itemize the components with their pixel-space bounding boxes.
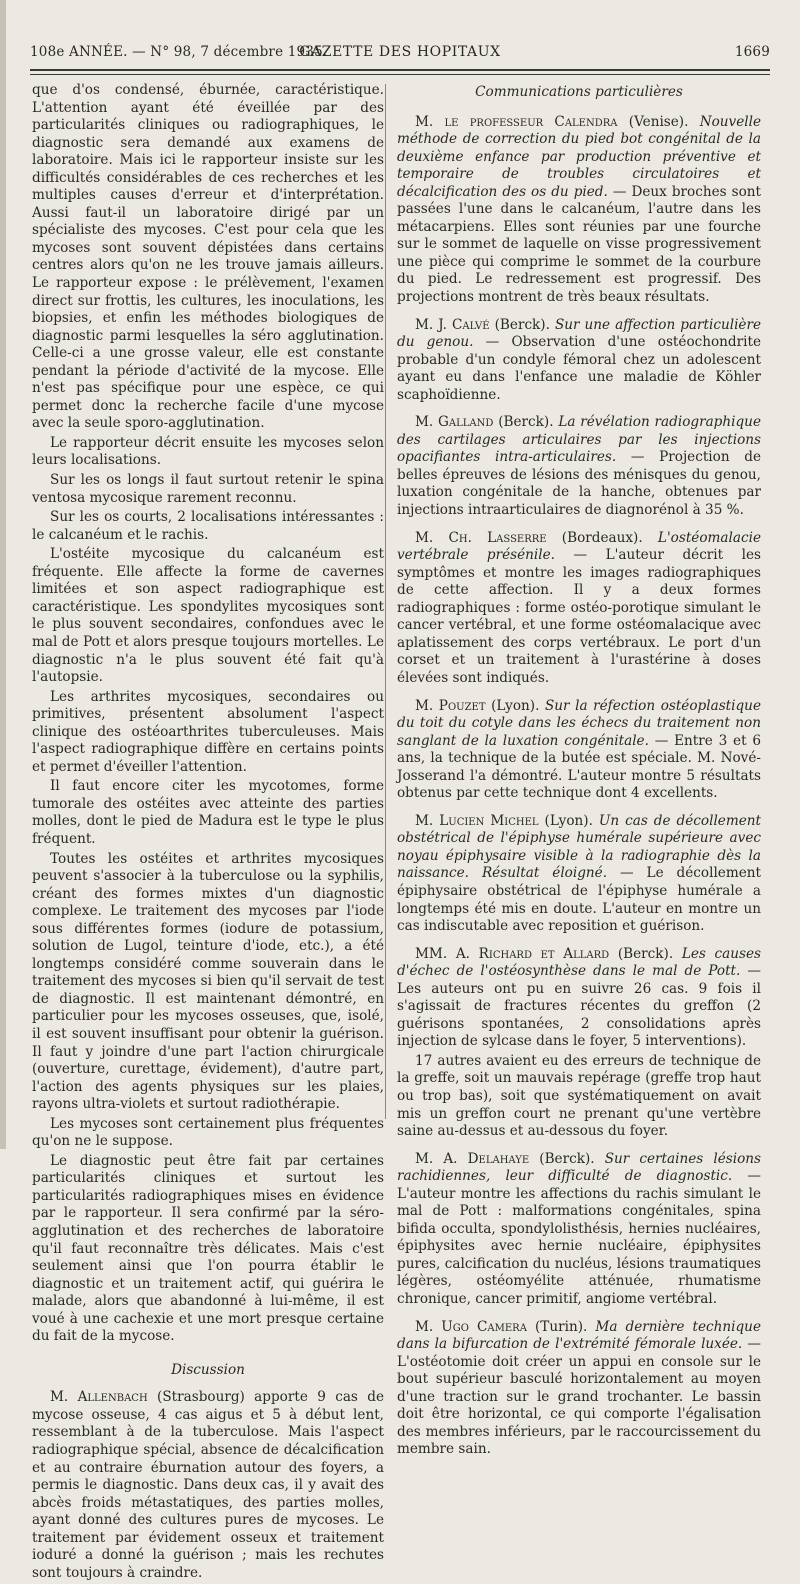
column-divider [385,84,386,1119]
author-city: (Lyon). [538,812,599,829]
left-column [32,82,384,1584]
entry-text: — L'auteur montre les affections du rachis simulant le mal de Pott : malformations congénitales, spina bifida occulta, spondylolisthésis, hernies nucléaires, épiphysites avec hernie nucléaire, épiphysites pures, calcification du nucléus, lésions traumatiques légères, ostéomyélite atténuée, rhumatisme chronique, cancer primitif, angiome vertébral. [397,1168,761,1307]
issue-info: 108e ANNÉE. — N° 98, 7 décembre 1935. [30,44,328,60]
author-name: M. J. Calvé [415,316,490,333]
communication-entry [397,317,761,405]
entry-text: — Le décollement épiphysaire obstétrical de l'épiphyse humérale a longtemps été mis en doute. L'auteur en montre un cas indiscutable avec reposition et guérison. [397,865,761,935]
header-rule-thin [30,74,770,75]
paragraph: Les mycoses sont certainement plus fréquentes qu'on ne le suppose. [32,1115,384,1150]
right-column [397,82,761,1461]
paragraph: Il faut encore citer les mycotomes, forme tumorale des ostéites avec atteinte des parties molles, dont le pied de Madura est le type le plus fréquent. [32,778,384,847]
author-city: (Berck). [609,945,682,962]
communication-title: Les causes d'échec de l'ostéosynthèse dans le mal de Pott. [397,945,762,980]
running-header [30,44,770,64]
entry-text: — L'auteur décrit les symptômes et montre les images radiographiques de cette affection. Il y a deux formes radiographiques : forme ostéo-porotique simulant le cancer vertébral, et une forme ostéomalacique avec aplatissement des corps vertébraux. Le port d'un corset et un traitement à l'urastérine à doses élevées sont indiqués. [397,547,761,686]
communications-heading: Communications particulières [475,84,683,100]
author-name: M. le professeur Calendra [415,113,618,130]
author-city: (Bordeaux). [546,529,658,546]
paragraph: Le rapporteur décrit ensuite les mycoses selon leurs localisations. [32,434,384,469]
communication-title: Un cas de décollement obstétrical de l'épiphyse humérale supérieure avec noyau épiphysaire visible à la radiographie dès la naissance. Résultat éloigné. [397,812,761,882]
communication-title: Sur certaines lésions rachidiennes, leur difficulté de diagnostic. [397,1150,761,1185]
author-name: MM. A. Richard et Allard [415,945,610,962]
communication-entry [397,946,761,1051]
discussion-heading: Discussion [171,1361,245,1378]
communication-entry [397,813,761,936]
author-name: M. Ugo Camera [415,1318,527,1335]
paragraph: 17 autres avaient eu des erreurs de technique de la greffe, soit un mauvais repérage (greffe trop haut ou trop bas), soit que systématiquement on avait mis un greffon court ne prenant qu'une vertèbre saine au-dessus et au-dessous du foyer. [397,1052,761,1140]
communication-title: Nouvelle méthode de correction du pied bot congénital de la deuxième enfance par production préventive et temporaire de troubles circulatoires et décalcification des os du pied. [397,113,762,200]
communication-title: Sur une affection particulière du genou. [397,316,762,351]
communication-title: L'ostéomalacie vertébrale présénile. [397,529,761,564]
paragraph: Les arthrites mycosiques, secondaires ou primitives, présentent absolument l'aspect clinique des ostéoarthrites tuberculeuses. Mais l'aspect radiographique diffère en certains points et permet d'éveiller l'attention. [32,688,384,775]
paragraph: Toutes les ostéites et arthrites mycosiques peuvent s'associer à la tuberculose ou la syphilis, créant des formes mixtes d'un diagnostic complexe. Le traitement des mycoses par l'iode sous différentes formes (iodure de potassium, solution de Lugol, teinture d'iode, etc.), a été longtemps considéré comme souverain dans le traitement des mycoses si bien qu'il servait de test de diagnostic. Il est maintenant démontré, en particulier pour les mycoses osseuses, que, isolé, il est souvent insuffisant pour obtenir la guérison. Il faut y joindre d'une part l'action chirurgicale (ouverture, curettage, évidement), d'autre part, l'action des agents physiques sur les plaies, rayons ultra-violets et surtout radiothérapie. [32,850,384,1113]
entry-text: — Deux broches sont passées l'une dans le calcanéum, l'autre dans les métacarpiens. Elles sont réunies par une fourche sur le sommet de laquelle on visse progressivement une pièce qui comprime le sommet de la courbure du pied. Le redressement est progressif. Des projections montrent de très beaux résultats. [397,183,761,306]
page-number: 1669 [734,44,770,60]
author-city: (Berck). [493,414,559,431]
author-name: M. A. Delahaye [415,1150,530,1167]
entry-text: — Observation d'une ostéochondrite probable d'un condyle fémoral chez un adolescent ayant eu dans l'enfance une maladie de Köhler scaphoïdienne. [397,334,761,403]
journal-title: GAZETTE DES HOPITAUX [299,44,501,60]
author-city: (Berck). [529,1150,605,1167]
paragraph: Sur les os courts, 2 localisations intéressantes : le calcanéum et le rachis. [32,509,384,543]
author-name: M. Pouzet [415,697,486,714]
entry-text: — L'ostéotomie doit créer un appui en console sur le bout supérieur basculé horizontalement au moyen d'une traction sur le grand trochanter. Le bassin doit être horizontal, ce qui comporte l'égalisation des membres inférieurs, par le raccourcissement du membre sain. [397,1336,761,1458]
communication-entry [397,414,761,519]
author-name: M. Lucien Michel [415,812,539,829]
entry-text: — Projection de belles épreuves de lésions des ménisques du genou, luxation congénitale de la hanche, obtenues par injections intraarticulaires de diagnorénol à 35 %. [397,449,761,519]
communication-title: Ma dernière technique dans la bifurcation de l'extrémité fémorale luxée. [397,1318,761,1353]
speaker-name: M. Allenbach [50,1389,148,1406]
entry-text: (Strasbourg) apporte 9 cas de mycose osseuse, 4 cas aigus et 5 à début lent, ressemblant à de la tuberculose. Mais l'aspect radiographique spécial, absence de décalcification et au contraire éburnation autour des foyers, a permis le diagnostic. Dans deux cas, il y avait des abcès froids métastatiques, des parties molles, ayant donné des cultures pures de mycoses. Le traitement par évidement osseux et traitement ioduré a donné la guérison ; mais les rechutes sont toujours à craindre. [32,1389,384,1581]
paragraph: Le diagnostic peut être fait par certaines particularités cliniques et surtout les particularités radiographiques mises en évidence par le rapporteur. Il sera confirmé par la séro-agglutination et des recherches de laboratoire qu'il faut reconnaître très délicates. Mais c'est seulement ainsi que l'on pourra établir le diagnostic et un traitement actif, qui guérira le malade, alors que abandonné à lui-même, il est voué à une cachexie et une mort presque certaine du fait de la mycose. [32,1152,384,1345]
paragraph: que d'os condensé, éburnée, caractéristique. L'attention ayant été éveillée par des particularités cliniques ou radiographiques, le diagnostic sera demandé aux examens de laboratoire. Mais ici le rapporteur insiste sur les difficultés considérables de ces recherches et les multiples causes d'erreur et d'interprétation. Aussi faut-il un laboratoire dirigé par un spécialiste des mycoses. C'est pour cela que les mycoses sont souvent dépistées dans certains centres alors qu'on ne les trouve jamais ailleurs. Le rapporteur expose : le prélèvement, l'examen direct sur frottis, les cultures, les inoculations, les biopsies, et enfin les méthodes biologiques de diagnostic parmi lesquelles la séro agglutination. Celle-ci a une grosse valeur, elle est constante pendant la période d'activité de la mycose. Elle n'est pas spécifique pour une espèce, ce qui permet donc la recherche facile d'une mycose avec la seule sporo-agglutination. [32,82,384,432]
paragraph: Sur les os longs il faut surtout retenir le spina ventosa mycosique rarement reconnu. [32,472,384,506]
communication-entry [397,698,761,803]
page-edge [0,0,6,1149]
communication-entry [397,114,761,307]
entry-text: — Entre 3 et 6 ans, la technique de la butée est spéciale. M. Nové-Josserand l'a démontré. L'auteur montre 5 résultats obtenus par cette technique dont 4 excellents. [397,732,761,802]
author-name: M. Ch. Lasserre [415,529,547,546]
header-rule-thick [30,69,770,71]
communication-entry [397,1151,761,1309]
entry-text: — Les auteurs ont pu en suivre 26 cas. 9 fois il s'agissait de fractures récentes du greffon (2 guérisons spontanées, 2 consolidations après injection de sylcase dans le foyer, 5 interventions). [397,963,761,1050]
author-name: M. Galland [415,414,494,431]
author-city: (Lyon). [485,697,545,714]
paragraph: L'ostéite mycosique du calcanéum est fréquente. Elle affecte la forme de cavernes limitées et son aspect radiographique est caractéristique. Les spondylites mycosiques sont le plus souvent secondaires, confondues avec le mal de Pott et alors presque toujours mortelles. Le diagnostic n'a le plus souvent été fait qu'à l'autopsie. [32,546,384,686]
communication-entry [397,530,761,688]
author-city: (Venise). [617,113,700,130]
communication-title: Sur la réfection ostéoplastique du toit du cotyle dans les échecs du traitement non sanglant de la luxation congénitale. [397,697,761,749]
communication-title: La révélation radiographique des cartilages articulaires par les injections opacifiantes intra-articulaires. [397,414,761,466]
discussion-entry [32,1389,384,1582]
communication-entry [397,1319,761,1459]
author-city: (Turin). [526,1318,596,1335]
author-city: (Berck). [489,316,555,333]
